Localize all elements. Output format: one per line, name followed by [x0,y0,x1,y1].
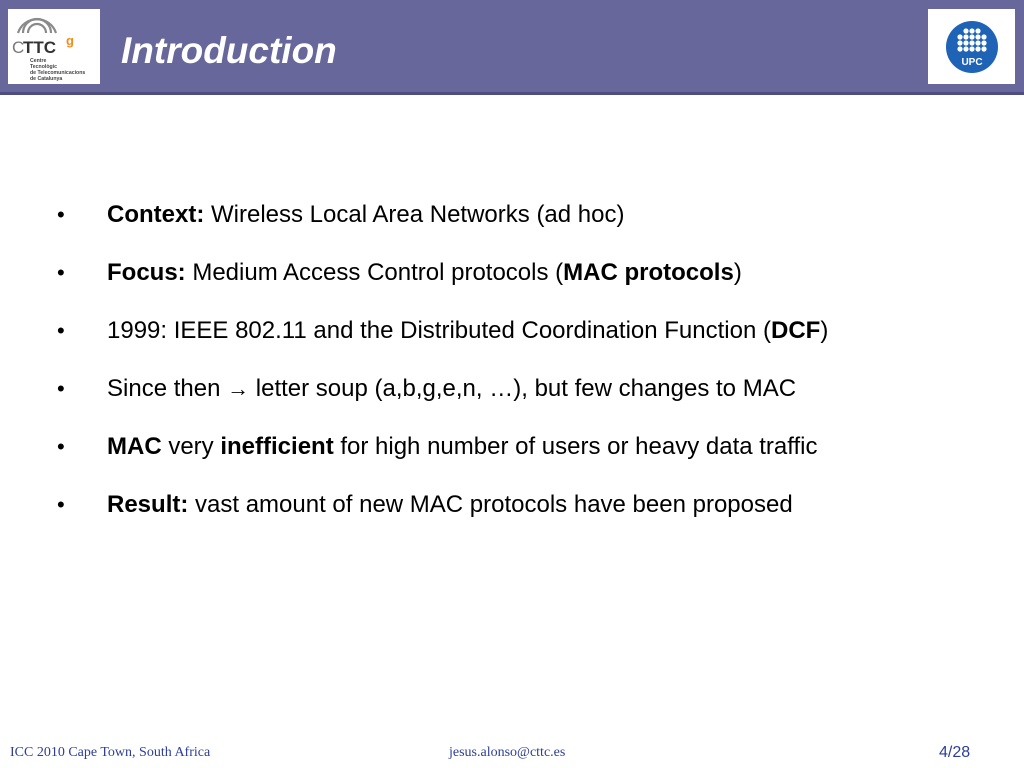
bullet-icon: • [57,202,65,227]
slide-header [0,0,1024,95]
bullet-text-span: Medium Access Control protocols ( [185,259,564,286]
footer-email: jesus.alonso@cttc.es [449,745,566,760]
bullet-text [107,485,793,525]
list-item [0,195,1024,235]
bullet-text-span: Since then [107,375,228,402]
list-item [0,485,1024,525]
bullet-text-span: very [161,433,221,460]
cttc-logo-line-2: Tecnològic [30,64,57,70]
bullet-text-bold: MAC protocols [563,259,734,286]
list-item [0,311,1024,351]
cttc-logo-graphic [8,9,100,84]
bullet-text [107,311,828,351]
bullet-text [107,369,796,409]
wireless-waves-icon [18,19,56,33]
list-item [0,427,1024,467]
bullet-icon: • [57,260,65,285]
cttc-logo-ttc: TTC [23,38,57,57]
bullet-text-span: 1999: IEEE 802.11 and the Distributed Coordination Function ( [107,317,771,344]
cttc-logo-line-4: de Catalunya [30,76,63,82]
bullet-text-span: Wireless Local Area Networks (ad hoc) [204,201,625,228]
page-number: 4/28 [939,744,971,761]
bullet-text-span: for high number of users or heavy data traffic [333,433,818,460]
cttc-logo [8,9,100,84]
bullet-text-bold: DCF [770,317,821,344]
upc-logo-graphic [928,9,1015,84]
bullet-text [107,253,742,293]
page-title: Introduction [121,30,337,71]
bullet-text-span: ) [820,317,829,344]
list-item [0,253,1024,293]
bullet-text [107,195,624,235]
bullet-text-span: letter soup (a,b,g,e,n, …), but few changes to MAC [249,375,797,402]
bullet-icon: • [57,318,65,343]
bullet-text-bold: Result: [107,491,189,518]
bullet-text-bold: Focus: [107,259,186,286]
bullet-icon: • [57,492,65,517]
bullet-text-bold: MAC [107,433,162,460]
bullet-icon: • [57,376,65,401]
cttc-logo-c: C [12,38,25,57]
arrow-right-icon: → [227,376,250,401]
footer-conference: ICC 2010 Cape Town, South Africa [10,745,211,760]
bullet-text-span: vast amount of new MAC protocols have been proposed [188,491,793,518]
cttc-logo-line-3: de Telecomunicacions [30,70,86,76]
upc-logo [928,9,1015,84]
bullet-text [107,427,818,467]
bullet-text-bold: Context: [107,201,205,228]
list-item [0,369,1024,409]
upc-logo-text: UPC [961,57,983,68]
cttc-logo-superscript: g [66,33,74,48]
bullet-icon: • [57,434,65,459]
bullet-text-bold: inefficient [220,433,334,460]
cttc-logo-line-1: Centre [30,58,47,64]
bullet-text-span: ) [733,259,742,286]
